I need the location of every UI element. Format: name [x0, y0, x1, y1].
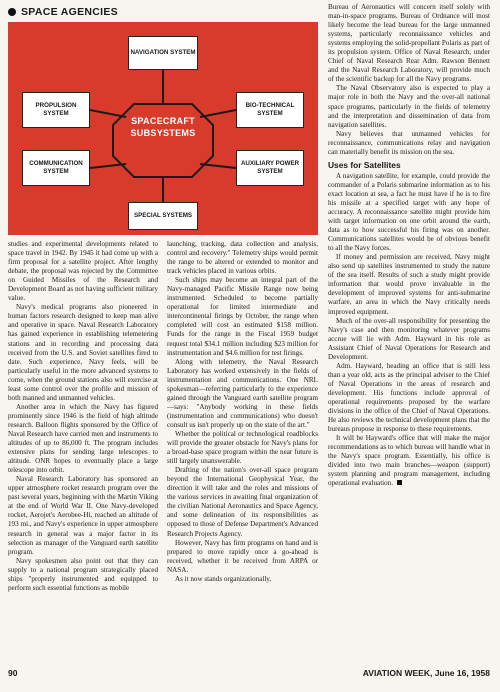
publication-footer: AVIATION WEEK, June 16, 1958	[362, 668, 490, 678]
subheading-uses-for-satellites: Uses for Satellites	[328, 159, 401, 170]
paragraph: However, Navy has firm programs on hand and is prepared to move rapidly once a go-ahead is received, whether it be received from ARPA or NASA.	[167, 538, 318, 574]
paragraph: Naval Research Laboratory has sponsored an upper atmosphere rocket research program over the past several years, beginning with the Martin Viking at the end of World War II. One Navy-developed rocket, Aerojet's Aerobee-Hi, reached an altitude of 193 mi., and Navy's experience in upper atmosphere research in general was a major factor in its selection as manager of the Vanguard earth satellite program.	[8, 475, 158, 556]
paragraph: Along with telemetry, the Naval Research Laboratory has worked extensively in the fields of instrumentation and communications. One NRL spokesman—referring particularly to the experience gained through the Vanguard earth satellite program—says: "Anybody working in these fields (instrumentation and communications) who doesn't consult us isn't properly up on the state of the art."	[167, 357, 318, 429]
paragraph: If money and permission are received, Navy might also send up satellites instrumented to study the nature of the sea itself. Results of such a study might provide information that would prove invaluable in the development of improved systems for anti-submarine warfare, an area in which the Navy critically needs improved equipment.	[328, 253, 490, 316]
paragraph: Much of the over-all responsibility for presenting the Navy's case and then monitoring whatever programs accrue will lie with Adm. Hayward in his role as Assistant Chief of Naval Operations for Research and Development.	[328, 316, 490, 361]
end-of-article-icon	[397, 480, 402, 485]
paragraph: Such ships may become an integral part of the Navy-managed Pacific Missile Range now being instrumented. Scheduled to become partially operational for limited intermediate and intercontinental firings by October, the range when completed will cost an estimated $158 million. Funds for the range in the Fiscal 1959 budget request total $34.1 million including $23 million for instrumentation and $4.6 million for test firings.	[167, 276, 318, 357]
paragraph: Adm. Hayward, heading an office that is still less than a year old, acts as the principal adviser to the Chief of Naval Operations in the areas of research and development. His functions include approval of operational requirements proposed by the warfare divisions in the office of the Chief of Naval Operations. He also reviews the technical development plans that the bureaus propose in response to these requirements.	[328, 361, 490, 434]
paragraph: Bureau of Aeronautics will concern itself solely with man-in-space programs. Bureau of Ordnance will most likely become the lead bureau for the large unmanned systems, particularly reconnaissance vehicles and systems employing the solid-propellant Polaris as part of its propulsion system. Office of Naval Research, under Chief of Naval Research Rear Adm. Rawson Bennett and the Naval Research Laboratory, will provide much of the scientific backup for all the Navy programs.	[328, 3, 490, 84]
center-octagon	[113, 104, 213, 177]
section-header	[8, 5, 118, 19]
paragraph	[328, 434, 490, 488]
special-systems-box: SPECIAL SYSTEMS	[128, 202, 198, 230]
paragraph-text: It will be Hayward's office that will make the major recommendations as to which bureau will handle what in the Navy's space program. Essentially, his office is divided into two main branches—weapon (support) system planning and program management, including operational evaluation.	[328, 434, 490, 488]
page-number: 90	[8, 668, 18, 678]
paragraph: launching, tracking, data collection and analysis, control and recovery." Telemetry ships would permit the range to be altered or extended to monitor and track vehicles placed in various orbits.	[167, 240, 318, 276]
paragraph: A navigation satellite, for example, could provide the commander of a Polaris submarine information as to his exact location at sea, a fact he must have if he is to fire his missile at a specified target with any hope of accuracy. A reconnaissance satellite might provide him with target information on one orbit around the earth, data as to how successful his firing was on another. Communications satellites would be of obvious benefit to all the Navy forces.	[328, 171, 490, 253]
paragraph: Whether the political or technological roadblocks will provide the greater obstacle for Navy's plans for a broad-base space program within the near future is still largely unanswerable.	[167, 429, 318, 466]
subsystems-diagram	[8, 22, 318, 235]
paragraph: Navy spokesmen also point out that they can supply to a national program strategically placed ships "properly instrumented and equipped to perform such essential functions as mobile	[8, 556, 158, 592]
propulsion-system-box: PROPULSION SYSTEM	[22, 92, 90, 128]
paragraph: studies and experimental developments related to space travel in 1942. By 1945 it had come up with a firm proposal for a satellite project. After lengthy debate, the proposal was rejected by the Committee on Guided Missiles of the Research and Development Board as not having sufficient military value.	[8, 240, 158, 303]
section-label: SPACE AGENCIES	[21, 6, 118, 18]
article-column-3	[328, 3, 490, 488]
paragraph: The Naval Observatory also is expected to play a major role in both the Navy and the over-all national space programs, particularly in the fields of telemetry and the interpretation and dissemination of data from navigation satellites.	[328, 84, 490, 129]
paragraph: Navy's medical programs also pioneered in human factors research designed to keep man alive and operative in space. Naval Research Laboratory has gained experience in establishing telemetering stations and in recording and processing data received from the U.S. and Soviet satellites fired to date. Such experience, Navy feels, will be particularly useful in the more advanced systems to come, when the ground stations also will exercise at least some control over the profile and mission of both manned and unmanned vehicles.	[8, 303, 158, 402]
biotechnical-system-box: BIO-TECHNICAL SYSTEM	[236, 92, 304, 128]
article-column-2	[167, 240, 318, 584]
paragraph: Another area in which the Navy has figured prominently since 1946 is the field of high altitude research. Balloon flights sponsored by the Office of Naval Research have carried men and instruments to altitudes of up to 86,000 ft. The program includes extensive plans for sending large telescopes to altitude. ONR hopes to eventually place a large telescope into orbit.	[8, 402, 158, 475]
paragraph: Drafting of the nation's over-all space program beyond the International Geophysical Year, the direction it will take and the roles and missions of the various services in awaiting final organization of the civilian National Aeronautics and Space Agency, and some delineation of its responsibilities as opposed to those of Defense Department's Advanced Research Projects Agency.	[167, 466, 318, 538]
paragraph: As it now stands organizationally,	[175, 574, 272, 583]
article-column-1	[8, 240, 158, 593]
connector-communication	[90, 164, 126, 168]
auxiliary-power-system-box: AUXILIARY POWER SYSTEM	[236, 150, 304, 186]
communication-system-box: COMMUNICATION SYSTEM	[22, 150, 90, 186]
spacecraft-subsystems-label: SPACECRAFT SUBSYSTEMS	[130, 116, 196, 138]
navigation-system-box: NAVIGATION SYSTEM	[128, 36, 198, 70]
paragraph: Navy believes that unmanned vehicles for reconnaissance, communications relay and navigation can materially benefit its mission on the sea.	[328, 129, 490, 156]
connector-auxiliary	[200, 164, 236, 168]
bullet-icon	[8, 8, 16, 16]
